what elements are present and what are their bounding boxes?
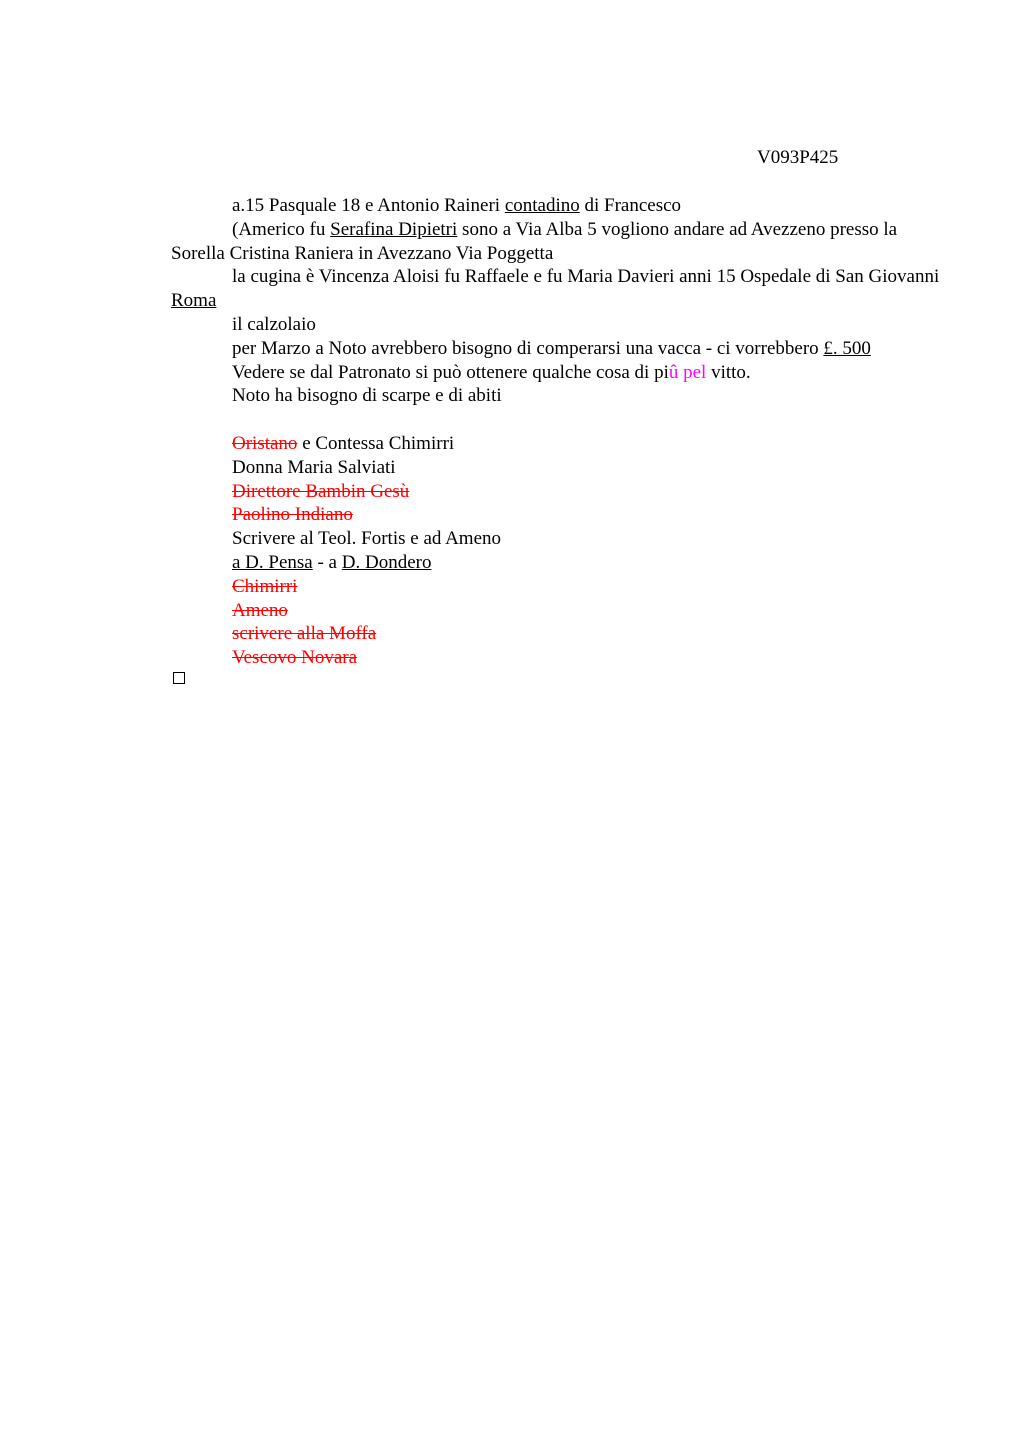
deleted-text: scrivere alla Moffa xyxy=(232,623,377,645)
text-line xyxy=(171,503,941,527)
text-line: Noto ha bisogno di scarpe e di abiti xyxy=(232,385,502,407)
deleted-text: Ameno xyxy=(232,599,288,621)
page-id: V093P425 xyxy=(757,147,839,168)
text-line: il calzolaio xyxy=(232,313,316,335)
text-line: la cugina è Vincenza Aloisi fu Raffaele e fu Maria Davieri anni 15 Ospedale di San Giovanni Roma xyxy=(171,266,940,312)
text-line xyxy=(171,599,941,623)
text-line: a D. Pensa - a D. Dondero xyxy=(232,551,432,573)
deleted-text: Paolino Indiano xyxy=(232,504,353,526)
text-line xyxy=(171,622,941,646)
text-line: (Americo fu Serafina Dipietri sono a Via Alba 5 vogliono andare ad Avezzeno presso la Sorella Cristina Raniera in Avezzano Via Poggetta xyxy=(171,218,898,264)
text-line: a.15 Pasquale 18 e Antonio Raineri contadino di Francesco xyxy=(232,195,682,216)
text-line xyxy=(171,480,941,504)
text-line xyxy=(171,646,941,670)
text-line xyxy=(171,575,941,599)
deleted-text: Chimirri xyxy=(232,575,298,597)
deleted-text: Vescovo Novara xyxy=(232,647,358,669)
deleted-text: Direttore Bambin Gesù xyxy=(232,480,410,502)
checkbox-icon xyxy=(173,672,185,684)
document-body xyxy=(171,194,941,670)
text-line: Scrivere al Teol. Fortis e ad Ameno xyxy=(232,528,502,550)
deleted-text: Oristano xyxy=(232,432,298,454)
blank-line xyxy=(171,408,941,432)
text-line: per Marzo a Noto avrebbero bisogno di comperarsi una vacca - ci vorrebbero £. 500 xyxy=(232,337,871,359)
text-line: Oristano e Contessa Chimirri xyxy=(232,432,455,454)
inserted-text: û pel xyxy=(668,361,707,383)
text-line: Vedere se dal Patronato si può ottenere qualche cosa di piû pel vitto. xyxy=(232,361,751,383)
text-line: Donna Maria Salviati xyxy=(232,456,396,478)
